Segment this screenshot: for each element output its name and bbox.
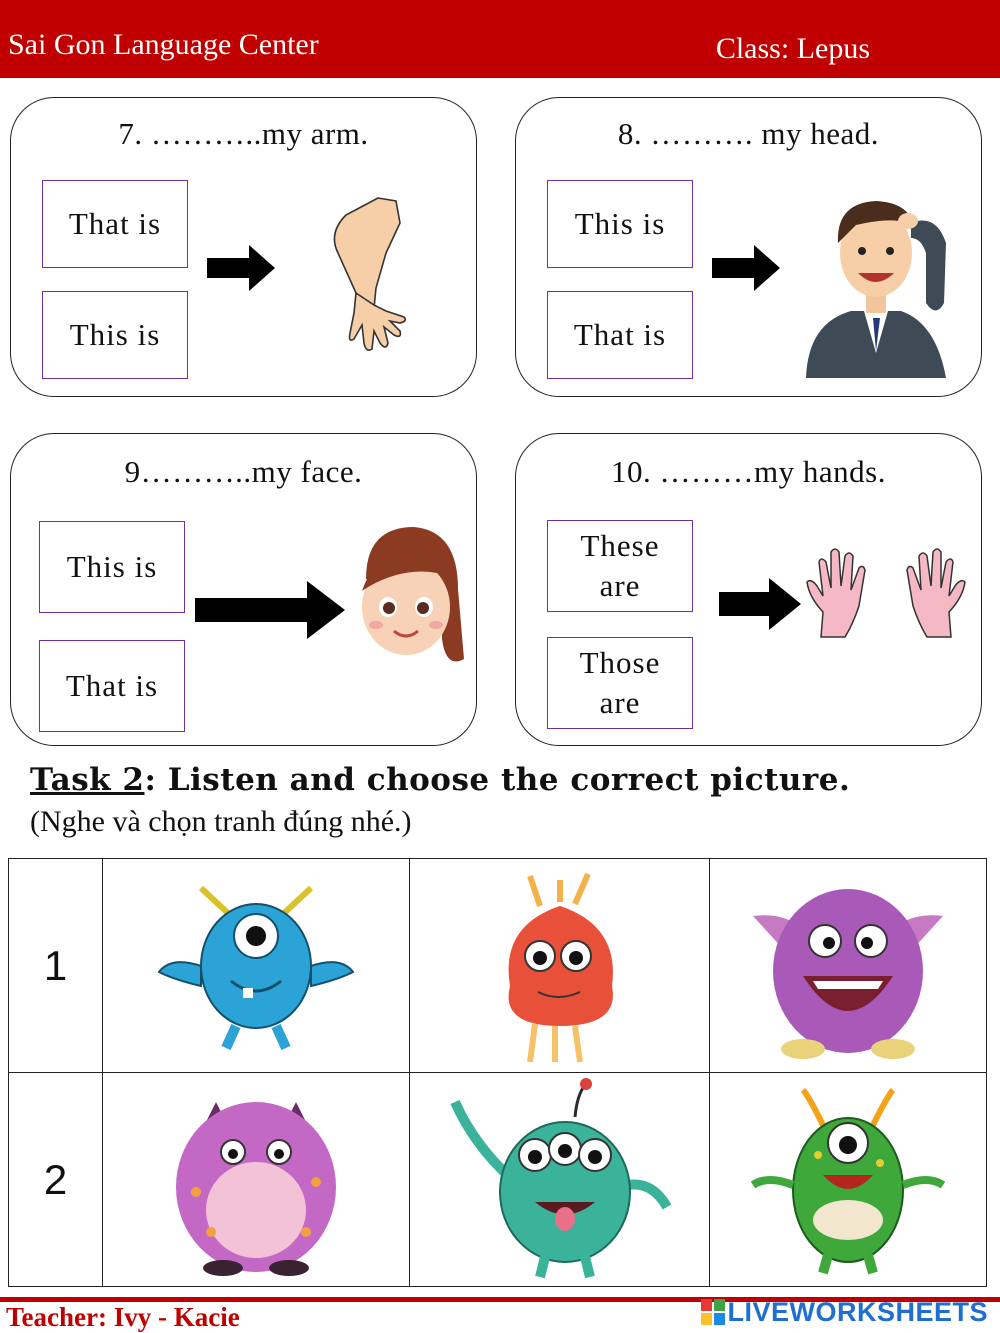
table-row	[9, 859, 987, 1073]
orange-monster-icon	[470, 866, 650, 1066]
hands-icon	[801, 542, 971, 642]
picture-cell[interactable]	[710, 859, 987, 1073]
arrow-right-icon	[195, 579, 347, 641]
picture-cell[interactable]	[103, 1073, 410, 1287]
purple-furry-monster-icon	[733, 871, 963, 1061]
question-prompt: 8. ………. my head.	[617, 116, 880, 151]
picture-cell[interactable]	[410, 1073, 710, 1287]
question-card-10	[515, 433, 982, 746]
class-name: Class: Lepus	[715, 32, 870, 65]
task-subtitle: (Nghe và chọn tranh đúng nhé.)	[30, 805, 412, 838]
option-button[interactable]: Those are	[547, 637, 693, 729]
task-title	[30, 762, 850, 798]
question-prompt: 9………..my face.	[124, 454, 363, 489]
table-row	[9, 1073, 987, 1287]
blue-one-eyed-monster-icon	[151, 876, 361, 1056]
picture-cell[interactable]	[103, 859, 410, 1073]
teacher-name: Teacher: Ivy - Kacie	[6, 1302, 240, 1332]
brand-text: LIVEWORKSHEETS	[727, 1296, 988, 1327]
task-label: Task 2	[30, 762, 145, 798]
picture-grid	[8, 858, 987, 1287]
pink-spotted-monster-icon	[161, 1082, 351, 1277]
arrow-right-icon	[712, 243, 782, 293]
option-button[interactable]: This is	[547, 180, 693, 268]
question-prompt: 7. ………..my arm.	[118, 116, 369, 151]
picture-cell[interactable]	[710, 1073, 987, 1287]
liveworksheets-icon	[701, 1299, 725, 1325]
question-card-8	[515, 97, 982, 397]
boy-pointing-head-icon	[796, 183, 956, 378]
arrow-right-icon	[207, 243, 277, 293]
question-card-7	[10, 97, 477, 397]
girl-face-icon	[346, 519, 468, 671]
task-instruction: : Listen and choose the correct picture.	[144, 762, 851, 798]
picture-cell[interactable]	[410, 859, 710, 1073]
option-button[interactable]: That is	[42, 180, 188, 268]
header-bar	[0, 0, 1000, 78]
teal-three-eyed-monster-icon	[435, 1077, 685, 1282]
option-button[interactable]: This is	[42, 291, 188, 379]
liveworksheets-logo	[701, 1294, 988, 1330]
option-button[interactable]: This is	[39, 521, 185, 613]
row-number: 1	[9, 859, 103, 1073]
center-name: Sai Gon Language Center	[8, 28, 319, 61]
question-prompt: 10. ………my hands.	[611, 454, 886, 489]
arrow-right-icon	[719, 576, 803, 632]
option-button[interactable]: That is	[547, 291, 693, 379]
question-card-9	[10, 433, 477, 746]
green-one-eyed-monster-icon	[748, 1085, 948, 1275]
option-button[interactable]: That is	[39, 640, 185, 732]
arm-icon	[316, 193, 416, 363]
option-button[interactable]: These are	[547, 520, 693, 612]
row-number: 2	[9, 1073, 103, 1287]
